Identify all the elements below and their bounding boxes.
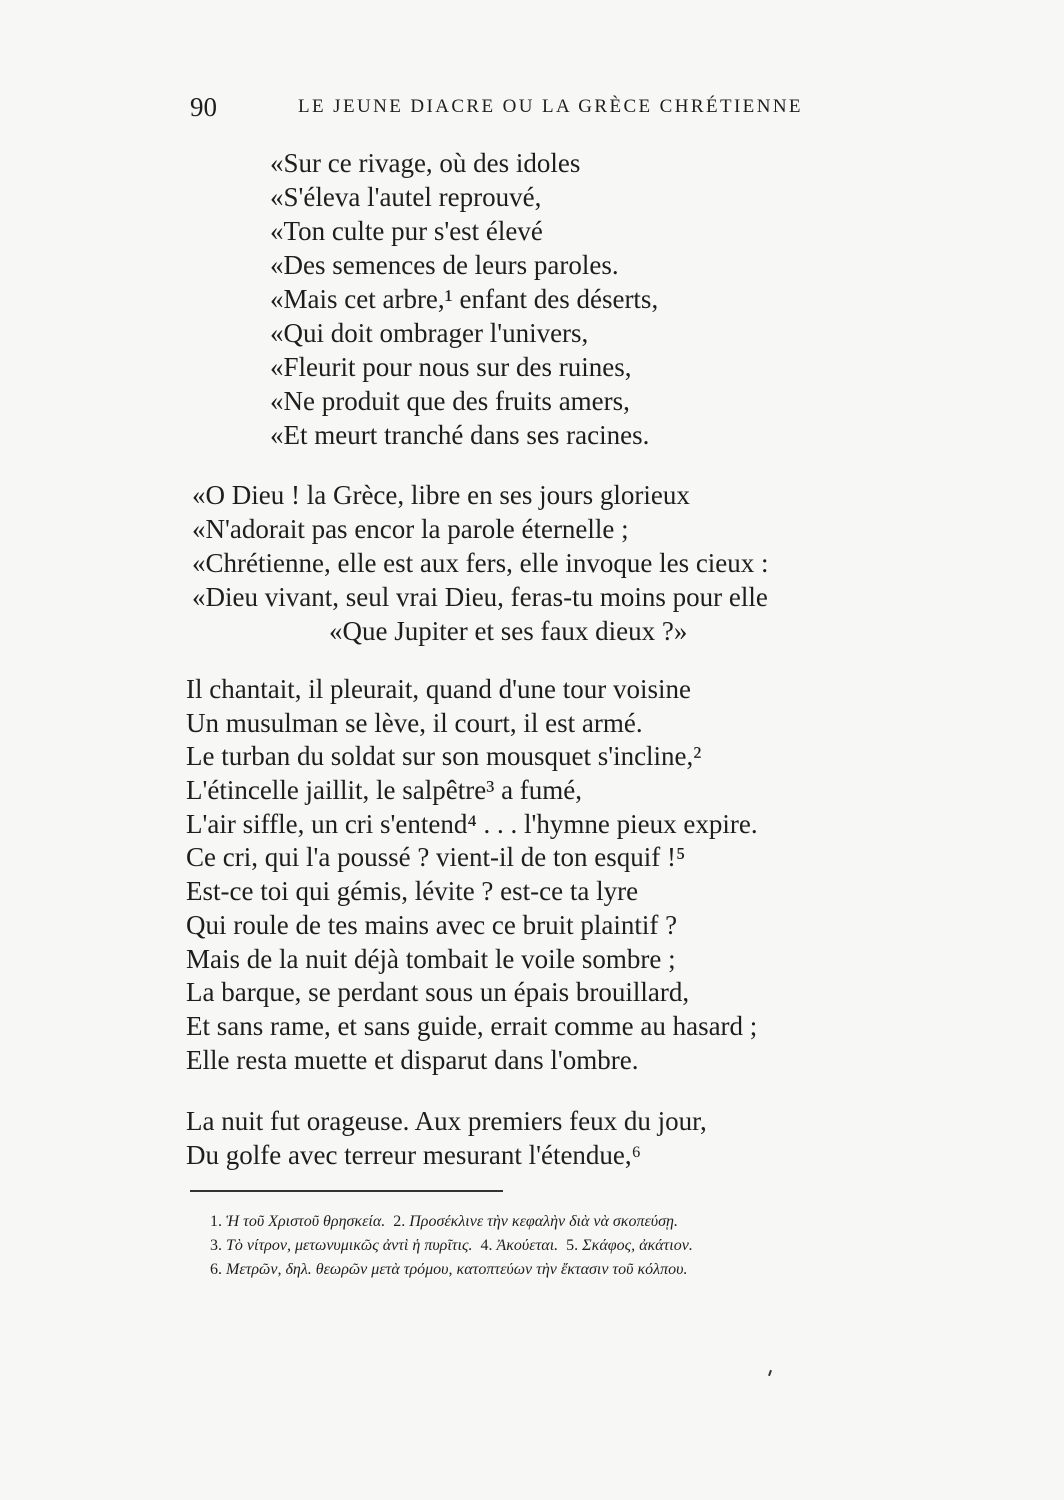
footnote-text: Σκάφος, ἀκάτιον.	[582, 1237, 693, 1254]
stanza-1	[270, 146, 658, 452]
verse-line: «Qui doit ombrager l'univers,	[270, 318, 589, 348]
footnote-number: 1.	[210, 1213, 222, 1230]
verse-line: «N'adorait pas encor la parole éternelle ;	[192, 514, 629, 544]
footnote-number: 6.	[210, 1261, 222, 1278]
verse-line: «Que Jupiter et ses faux dieux ?»	[329, 616, 688, 646]
verse-line: «O Dieu ! la Grèce, libre en ses jours glorieux	[192, 480, 690, 510]
footnote-text: Ἡ τοῦ Χριστοῦ θρησκεία.	[226, 1213, 386, 1230]
verse-line: La barque, se perdant sous un épais brouillard,	[186, 977, 690, 1008]
footnote-line	[210, 1210, 1008, 1234]
stanza-2	[192, 478, 769, 648]
verse-line: Il chantait, il pleurait, quand d'une tour voisine	[186, 674, 691, 704]
verse-line: «Chrétienne, elle est aux fers, elle invoque les cieux :	[192, 548, 769, 578]
footnote-number: 3.	[210, 1237, 222, 1254]
footnote-divider	[190, 1190, 503, 1192]
verse-line: «Fleurit pour nous sur des ruines,	[270, 352, 632, 382]
stanza-4	[186, 1104, 707, 1172]
footnote-number: 2.	[393, 1213, 406, 1230]
verse-line: Mais de la nuit déjà tombait le voile sombre ;	[186, 943, 676, 974]
footnote-number: 5.	[566, 1237, 579, 1254]
verse-line: «Ton culte pur s'est élevé	[270, 216, 543, 246]
footnotes	[210, 1210, 1008, 1282]
verse-line: Le turban du soldat sur son mousquet s'incline,²	[186, 741, 702, 772]
footnote-line	[210, 1234, 1008, 1258]
ink-speck	[768, 1370, 772, 1376]
verse-line: «S'éleva l'autel reprouvé,	[270, 182, 542, 212]
footnote-text: Τὸ νίτρον, μετωνυμικῶς ἀντὶ ἡ πυρῖτις.	[226, 1237, 473, 1254]
verse-line: Un musulman se lève, il court, il est armé.	[186, 707, 643, 738]
verse-line: «Et meurt tranché dans ses racines.	[270, 420, 650, 450]
verse-line: «Dieu vivant, seul vrai Dieu, feras-tu moins pour elle	[192, 582, 768, 612]
verse-line: «Sur ce rivage, où des idoles	[270, 148, 581, 178]
page-header	[190, 92, 900, 124]
verse-line: «Mais cet arbre,¹ enfant des déserts,	[270, 284, 659, 314]
footnote-text: Μετρῶν, δηλ. θεωρῶν μετὰ τρόμου, κατοπτεύων τὴν ἔκτασιν τοῦ κόλπου.	[226, 1261, 688, 1278]
verse-line: «Ne produit que des fruits amers,	[270, 386, 630, 416]
verse-line: Et sans rame, et sans guide, errait comme au hasard ;	[186, 1010, 758, 1041]
footnote-text: Προσέκλινε τὴν κεφαλὴν διὰ νὰ σκοπεύσῃ.	[409, 1213, 678, 1230]
verse-line: La nuit fut orageuse. Aux premiers feux du jour,	[186, 1106, 707, 1136]
verse-line: Qui roule de tes mains avec ce bruit plaintif ?	[186, 909, 678, 940]
verse-line: Ce cri, qui l'a poussé ? vient-il de ton esquif !⁵	[186, 842, 686, 873]
stanza-3	[186, 673, 758, 1077]
verse-line: L'étincelle jaillit, le salpêtre³ a fumé,	[186, 775, 583, 806]
running-head: LE JEUNE DIACRE OU LA GRÈCE CHRÉTIENNE	[298, 96, 803, 117]
footnote-text: Ἀκούεται.	[496, 1237, 559, 1254]
verse-line: Elle resta muette et disparut dans l'ombre.	[186, 1044, 639, 1075]
footnote-number: 4.	[480, 1237, 493, 1254]
page-number: 90	[190, 92, 217, 122]
verse-line: «Des semences de leurs paroles.	[270, 250, 619, 280]
footnote-line	[210, 1258, 1008, 1282]
verse-line: Du golfe avec terreur mesurant l'étendue,⁶	[186, 1140, 642, 1170]
verse-line: L'air siffle, un cri s'entend⁴ . . . l'hymne pieux expire.	[186, 808, 758, 839]
verse-line: Est-ce toi qui gémis, lévite ? est-ce ta lyre	[186, 876, 639, 907]
